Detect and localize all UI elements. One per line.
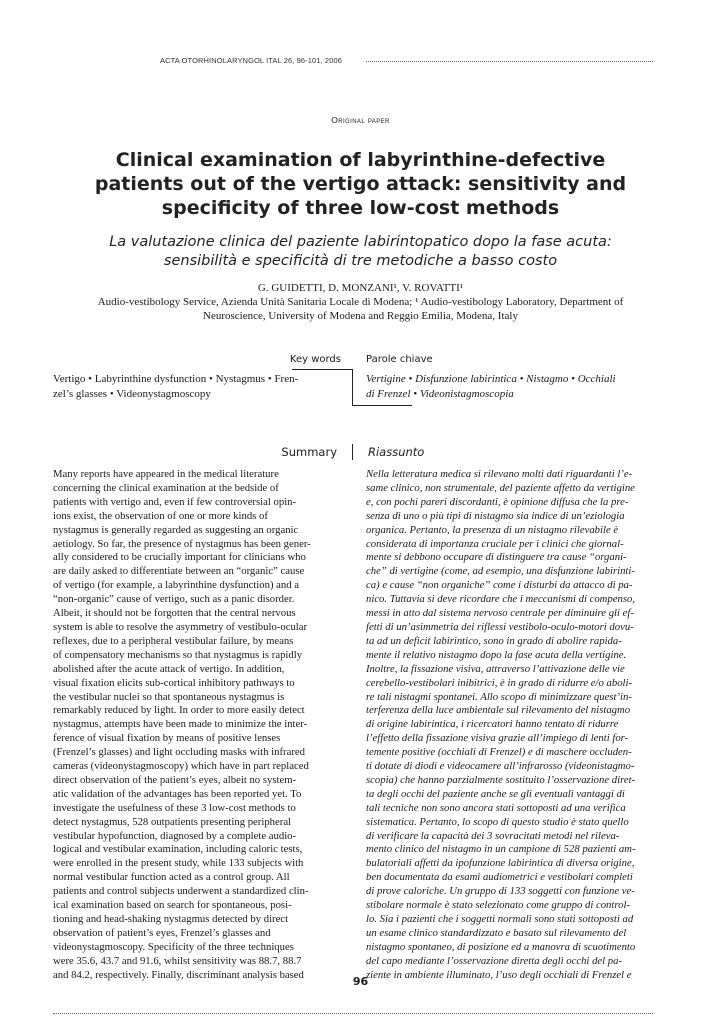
riassunto-body bbox=[366, 468, 654, 983]
body-line: re tali nistagmi spontanei. Allo scopo di minimizzare quest’in- bbox=[366, 690, 632, 703]
body-line: stibolare normale è stato selezionato come gruppo di control- bbox=[366, 899, 630, 912]
body-line: mente il relativo nistagmo dopo la fase acuta della vertigine. bbox=[366, 648, 627, 661]
body-line: patients with vertigo and, even if few controversial opin- bbox=[53, 495, 297, 508]
body-line: nystagmus, attempts have been made to minimize the inter- bbox=[53, 718, 308, 731]
body-line: ziente in ambiente illuminato, l’uso degli occhiali di Frenzel e bbox=[366, 968, 632, 981]
body-line: ical examination based on search for spontaneous, posi- bbox=[53, 899, 292, 912]
subtitle-line: La valutazione clinica del paziente labirintopatico dopo la fase acuta: bbox=[109, 234, 612, 250]
body-line: Inoltre, la fissazione visiva, attraverso l’attivazione delle vie bbox=[366, 662, 625, 675]
body-line: tioning and head-shaking nystagmus detected by direct bbox=[53, 913, 289, 925]
footer-dotted-rule bbox=[53, 1013, 653, 1014]
body-line: ca) e cause “non organiche” come i disturbi da attacco di pa- bbox=[366, 579, 633, 592]
paper-title bbox=[60, 148, 661, 220]
keywords-rule-right bbox=[352, 405, 412, 406]
riassunto-heading: Riassunto bbox=[368, 445, 425, 459]
body-line: Many reports have appeared in the medical literature bbox=[53, 468, 279, 480]
body-line: visual fixation elicits sub-cortical inhibitory pathways to bbox=[53, 676, 295, 689]
body-line: were 35.6, 43.7 and 91.6, whilst sensitivity was 88.7, 88.7 bbox=[53, 954, 302, 967]
keywords-line: zel’s glasses • Videonystagmoscopy bbox=[53, 388, 211, 400]
summary-divider bbox=[352, 444, 353, 460]
body-line: direct observation of the patient’s eyes, albeit no system- bbox=[53, 773, 297, 786]
body-line: detect nystagmus, 528 outpatients presenting peripheral bbox=[53, 815, 292, 828]
body-line: remarkably reduced by light. In order to more easily detect bbox=[53, 704, 305, 717]
body-line: Albeit, it should not be forgotten that the central nervous bbox=[53, 607, 296, 620]
body-line: “non-organic” cause of vertigo, such as a panic disorder. bbox=[53, 593, 295, 606]
body-line: fetti di un’asimmetria dei riflessi vestibolo-oculo-motori dovu- bbox=[366, 620, 634, 633]
keywords-heading: Key words bbox=[289, 354, 341, 365]
affiliation-line: Neuroscience, University of Modena and Reggio Emilia, Modena, Italy bbox=[203, 310, 518, 322]
body-line: are daily asked to differentiate between an “organic” cause bbox=[53, 565, 305, 578]
body-line: ference of visual fixation by means of positive lenses bbox=[53, 732, 281, 745]
body-line: di verificare la capacità dei 3 sovracitati metodi nel rileva- bbox=[366, 829, 620, 842]
keywords-line: di Frenzel • Videonistagmoscopia bbox=[366, 388, 514, 400]
body-line: same clinico, non strumentale, del paziente affetto da vertigine bbox=[366, 481, 635, 494]
keywords-italian bbox=[366, 372, 668, 402]
keywords-english bbox=[53, 372, 339, 402]
body-line: videonystagmoscopy. Specificity of the three techniques bbox=[53, 940, 294, 953]
title-line: specificity of three low-cost methods bbox=[161, 197, 560, 219]
body-line: patients and control subjects underwent a standardized clin- bbox=[53, 885, 309, 898]
body-line: nystagmus is generally regarded as suggesting an organic bbox=[53, 523, 299, 536]
body-line: organica. Pertanto, la presenza di un nistagmo rilevabile è bbox=[366, 523, 619, 536]
summary-heading: Summary bbox=[281, 445, 337, 459]
body-line: ally considered to be crucially important for clinicians who bbox=[53, 551, 306, 564]
body-line: logical and vestibular examination, including caloric tests, bbox=[53, 843, 303, 856]
title-line: patients out of the vertigo attack: sensitivity and bbox=[94, 173, 627, 195]
journal-citation: ACTA OTORHINOLARYNGOL ITAL 26, 96-101, 2006 bbox=[160, 56, 343, 65]
body-line: aetiology. So far, the presence of nystagmus has been gener- bbox=[53, 537, 311, 550]
body-line: ta degli occhi del paziente anche se gli eventuali vantaggi di bbox=[366, 787, 625, 800]
body-line: of vertigo (for example, a labyrinthine dysfunction) and a bbox=[53, 579, 300, 592]
body-line: ta ad un deficit labirintico, sono in grado di abolire rapida- bbox=[366, 634, 622, 647]
affiliation bbox=[50, 295, 671, 323]
body-line: bulatoriali affetti da ipofunzione labirintica di diversa origine, bbox=[366, 857, 635, 870]
body-line: considerata di importanza cruciale per i clinici che giornal- bbox=[366, 537, 624, 550]
body-line: ions exist, the observation of one or more kinds of bbox=[53, 509, 268, 522]
body-line: mente si debbono occupare di distinguere tra cause “organi- bbox=[366, 551, 627, 564]
body-line: concerning the clinical examination at the bedside of bbox=[53, 481, 279, 494]
body-line: and 84.2, respectively. Finally, discriminant analysis based bbox=[53, 968, 304, 981]
body-line: (Frenzel’s glasses) and light occluding masks with infrared bbox=[53, 746, 305, 759]
body-line: del capo mediante l’osservazione diretta degli occhi del pa- bbox=[366, 954, 623, 967]
body-line: terferenza della luce ambientale sul rilevamento del nistagmo bbox=[366, 704, 631, 717]
page-number: 96 bbox=[352, 975, 369, 988]
body-line: l’effetto della fissazione visiva grazie all’impiego di lenti for- bbox=[366, 732, 629, 745]
title-line: Clinical examination of labyrinthine-defective bbox=[115, 149, 606, 171]
body-line: atic validation of the advantages has been reported yet. To bbox=[53, 787, 302, 800]
body-line: temente positive (occhiali di Frenzel) e di maschere occluden- bbox=[366, 746, 632, 759]
keywords-line: Vertigo • Labyrinthine dysfunction • Nystagmus • Fren- bbox=[53, 373, 299, 385]
body-line: senza di uno o più tipi di nistagmo sia indice di un’eziologia bbox=[366, 509, 625, 522]
body-line: of compensatory mechanisms so that nystagmus is rapidly bbox=[53, 648, 303, 661]
body-line: lo. Sia i pazienti che i soggetti normali sono stati sottoposti ad bbox=[366, 913, 634, 925]
body-line: cerebello-vestibolari inibitrici, è in grado di ridurre e/o aboli- bbox=[366, 676, 633, 689]
paper-subtitle-italian bbox=[60, 233, 661, 271]
body-line: messi in atto dal sistema nervoso centrale per diminuire gli ef- bbox=[366, 607, 634, 620]
subtitle-line: sensibilità e specificità di tre metodiche a basso costo bbox=[163, 253, 558, 269]
body-line: Nella letteratura medica si rilevano molti dati riguardanti l’e- bbox=[366, 468, 633, 480]
body-line: ti dotate di diodi e videocamere all’infrarosso (videonistagmo- bbox=[366, 760, 635, 773]
body-line: observation of patient’s eyes, Frenzel’s glasses and bbox=[53, 926, 271, 939]
body-line: the vestibular nuclei so that spontaneous nystagmus is bbox=[53, 690, 285, 703]
parole-chiave-heading: Parole chiave bbox=[366, 354, 433, 365]
body-line: ben documentata da esami audiometrici e vestibolari completi bbox=[366, 871, 633, 884]
header-dotted-rule bbox=[366, 61, 653, 62]
body-line: scopia) che hanno parzialmente sostituito l’osservazione diret- bbox=[366, 773, 636, 786]
keywords-line: Vertigine • Disfunzione labirintica • Nistagmo • Occhiali bbox=[366, 373, 616, 385]
body-line: were enrolled in the present study, while 133 subjects with bbox=[53, 857, 304, 870]
body-line: investigate the usefulness of these 3 low-cost methods to bbox=[53, 801, 296, 814]
paper-type: Original paper bbox=[331, 115, 390, 125]
body-line: che” di vertigine (come, ad esempio, una disfunzione labirinti- bbox=[366, 565, 635, 578]
body-line: normal vestibular function acted as a control group. All bbox=[53, 871, 290, 884]
summary-body bbox=[53, 468, 340, 983]
body-line: system is able to resolve the asymmetry of vestibulo-ocular bbox=[53, 620, 308, 633]
body-line: di prove caloriche. Un gruppo di 133 soggetti con funzione ve- bbox=[366, 885, 635, 898]
body-line: nico. Tuttavia si deve ricordare che i meccanismi di compenso, bbox=[366, 593, 636, 606]
body-line: reflexes, due to a peripheral vestibular failure, by means bbox=[53, 634, 294, 647]
body-line: nistagmo spontaneo, di posizione ed a manovra di scuotimento bbox=[366, 940, 636, 953]
body-line: tali tecniche non sono ancora stati sottoposti ad una verifica bbox=[366, 801, 626, 814]
keywords-divider bbox=[352, 369, 353, 405]
body-line: sistematica. Pertanto, lo scopo di questo studio è stato quello bbox=[366, 815, 629, 828]
body-line: cameras (videonystagmoscopy) which have in part replaced bbox=[53, 760, 309, 773]
keywords-rule-left bbox=[292, 369, 352, 370]
body-line: e, con pochi pareri discordanti, è opinione diffusa che la pre- bbox=[366, 495, 629, 508]
body-line: vestibular hypofunction, diagnosed by a complete audio- bbox=[53, 829, 297, 842]
body-line: un esame clinico standardizzato e basato sul rilevamento del bbox=[366, 926, 627, 939]
body-line: abolished after the acute attack of vertigo. In addition, bbox=[53, 662, 285, 675]
authors: G. GUIDETTI, D. MONZANI¹, V. ROVATTI¹ bbox=[257, 282, 464, 294]
body-line: mento clinico del nistagmo in un campione di 528 pazienti am- bbox=[366, 843, 636, 856]
affiliation-line: Audio-vestibology Service, Azienda Unità Sanitaria Locale di Modena; ¹ Audio-vestibology Laboratory, Department of bbox=[97, 296, 624, 308]
body-line: di origine labirintica, i ricercatori hanno tentato di ridurre bbox=[366, 718, 619, 731]
